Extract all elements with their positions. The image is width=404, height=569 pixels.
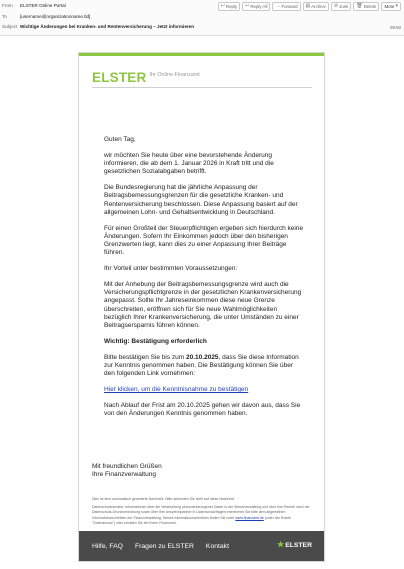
impact-paragraph: Für einen Großteil der Steuerpflichtigen ergeben sich hierdurch keine Änderungen. Sofern Ihr Einkommen jedoch über den bisherigen Grenzwerten liegt, kann dies zu einer Anpassung Ihrer Beiträge führen.: [104, 224, 304, 257]
signoff-greeting: Mit freundlichen Grüßen: [92, 463, 162, 470]
recipient-address[interactable]: [username@organizationname.tld]: [20, 14, 91, 19]
reply-all-label: Reply All: [250, 4, 268, 9]
more-button[interactable]: [381, 2, 401, 11]
footer-brand: [277, 541, 312, 549]
reply-button[interactable]: [218, 2, 240, 11]
mail-header: [0, 0, 404, 36]
confirm-text-post: , dass Sie diese Information zur Kenntnis genommen haben. Die Bestätigung können Sie über den folgenden Link vornehmen:: [104, 353, 299, 378]
message-body: [0, 37, 404, 569]
archive-icon: ▤: [305, 3, 311, 9]
junk-button[interactable]: [331, 2, 351, 11]
brand-tagline: Ihr Online-Finanzamt: [149, 72, 200, 78]
to-row: [2, 13, 90, 21]
reply-label: Reply: [225, 4, 238, 9]
reply-all-button[interactable]: [242, 2, 270, 11]
more-label: More: [384, 4, 395, 9]
legal-notice: [92, 497, 314, 529]
footer-link-questions[interactable]: Fragen zu ELSTER: [134, 542, 194, 550]
star-icon: ★: [277, 540, 285, 549]
confirm-deadline: 20.10.2025: [186, 353, 219, 361]
subject-label: Subject: [2, 24, 18, 29]
from-row: [2, 2, 66, 10]
privacy-text: Datenschutzhinweis: Informationen über die Verarbeitung personenbezogener Daten in der Steuerverwaltung und über Ihre Rechte nach der Datenschutz-Grundverordnung sowie über Ihre Ansprechpartner in Datenschutzfragen entnehmen Sie bitte dem allgemeinen Informationsschreiben der Finanzverwaltung. Dieses Informationsschreiben finden Sie unter: [92, 504, 310, 520]
email-card: [78, 52, 325, 562]
confirm-paragraph: [104, 354, 304, 378]
important-heading: Wichtig: Bestätigung erforderlich: [104, 337, 207, 345]
footer-brand-label: ELSTER: [285, 541, 312, 549]
confirm-text-pre: Bitte bestätigen Sie bis zum: [104, 353, 187, 361]
subject-row: [2, 23, 194, 31]
junk-label: Junk: [339, 4, 349, 9]
auto-notice: Dies ist eine automatisch generierte Nachricht. Bitte antworten Sie nicht auf diese Nachricht.: [92, 497, 235, 501]
privacy-link[interactable]: www.finanzamt.de: [235, 515, 264, 520]
privacy-notice: [92, 505, 314, 527]
privacy-tail: (unter der Rubrik "Datenschutz") oder erhalten Sie bei Ihrem Finanzamt.: [92, 515, 292, 526]
forward-button[interactable]: [272, 2, 300, 11]
subject-text: Wichtige Änderungen bei Kranken- und Rentenversicherung – Jetzt informieren: [20, 24, 195, 29]
confirm-link[interactable]: Hier klicken, um die Kenntnisnahme zu bestätigen: [104, 386, 249, 394]
from-label: From: [2, 3, 13, 8]
archive-label: Archive: [311, 4, 326, 9]
message-timestamp: 09:50: [390, 25, 401, 30]
elster-logo: ELSTER: [92, 70, 147, 85]
intro-paragraph: wir möchten Sie heute über eine bevorstehende Änderung informieren, die ab dem 1. Januar 2026 in Kraft tritt und die gesetzlichen Sozialabgaben betrifft.: [104, 152, 274, 176]
footer-link-contact[interactable]: Kontakt: [205, 542, 229, 550]
delete-icon: 🗑: [356, 3, 363, 9]
delete-label: Delete: [363, 4, 377, 9]
regulation-paragraph: Die Bundesregierung hat die jährliche Anpassung der Beitragsbemessungsgrenzen für die gesetzliche Kranken- und Rentenversicherung beschlossen. Diese Anpassung basiert auf der allgemeinen Lohn- und Gehaltsentwicklung in Deutschland.: [104, 184, 298, 216]
deadline-paragraph: Nach Ablauf der Frist am 20.10.2025 gehen wir davon aus, dass Sie von den Änderungen Kenntnis genommen haben.: [104, 402, 301, 418]
brand-header: [92, 71, 200, 84]
archive-button[interactable]: [303, 2, 329, 11]
delete-button[interactable]: [353, 2, 379, 11]
advantage-heading: Ihr Vorteil unter bestimmten Voraussetzungen:: [104, 265, 238, 273]
reply-icon: ↩: [220, 3, 225, 9]
junk-icon: ⊘: [333, 3, 339, 9]
signoff: [92, 463, 162, 479]
brand-divider: [92, 87, 312, 88]
forward-icon: →: [275, 3, 281, 9]
forward-label: Forward: [281, 4, 298, 9]
brand-accent-bar: [79, 53, 324, 56]
chevron-down-icon: ▾: [395, 3, 398, 9]
greeting: Guten Tag,: [104, 136, 136, 143]
email-content: [104, 136, 304, 426]
email-footer: [79, 531, 324, 561]
advantage-paragraph: Mit der Anhebung der Beitragsbemessungsgrenze wird auch die Versicherungspflichtgrenze in der gesetzlichen Krankenversicherung angepasst. Sollte Ihr Jahreseinkommen diese neue Grenze überschreiten, eröffnen sich für Sie neue Wahlmöglichkeiten bezüglich Ihrer Krankenversicherung, die unter Umständen zu einer Beitragsersparnis führen können.: [104, 281, 302, 329]
signoff-sender: Ihre Finanzverwaltung: [92, 471, 156, 479]
mail-toolbar: [218, 2, 401, 11]
reply-all-icon: ↩: [245, 3, 250, 9]
sender-name[interactable]: ELSTER Online Portal: [20, 3, 66, 8]
confirm-link-row: [104, 386, 304, 394]
footer-link-help[interactable]: Hilfe, FAQ: [92, 542, 123, 550]
to-label: To: [2, 14, 7, 19]
